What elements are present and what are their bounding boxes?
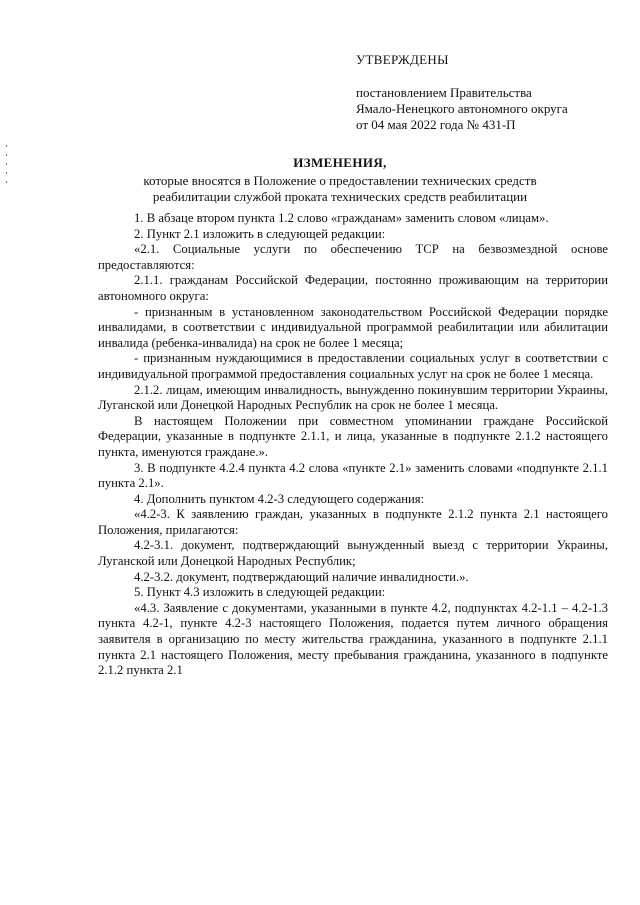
paragraph: «2.1. Социальные услуги по обеспечению ТСР на безвозмездной основе предоставляются: <box>98 242 608 272</box>
paragraph: «4.3. Заявление с документами, указанными в пункте 4.2, подпунктах 4.2-1.1 – 4.2-1.3 пункта 4.2-1, пункте 4.2-3 настоящего Положения, подается путем личного обращения заявителя в организацию по месту жительства гражданина, указанного в подпункте 2.1.1 пункта 2.1 настоящего Положения, месту пребывания гражданина, указанного в подпункте 2.1.2 пункта 2.1 <box>98 600 608 678</box>
approval-line: постановлением Правительства <box>356 85 532 100</box>
approval-title: УТВЕРЖДЕНЫ <box>356 52 449 67</box>
heading-subtitle-line: которые вносятся в Положение о предоставлении технических средств <box>143 173 537 188</box>
paragraph: 3. В подпункте 4.2.4 пункта 4.2 слова «пункте 2.1» заменить словами «подпункте 2.1.1 пункта 2.1». <box>98 460 608 491</box>
approval-lines <box>356 85 568 133</box>
paragraph: 4.2-3.2. документ, подтверждающий наличие инвалидности.». <box>134 569 469 584</box>
approval-block <box>356 52 568 133</box>
approval-line: от 04 мая 2022 года № 431-П <box>356 117 516 132</box>
paragraph: 2.1.1. гражданам Российской Федерации, постоянно проживающим на территории автономного округа: <box>98 273 608 303</box>
paragraph: 4. Дополнить пунктом 4.2-3 следующего содержания: <box>134 491 425 506</box>
heading-subtitle-line: реабилитации службой проката технических средств реабилитации <box>152 189 528 204</box>
document-body <box>98 211 608 679</box>
paragraph: 5. Пункт 4.3 изложить в следующей редакции: <box>134 585 386 600</box>
approval-line: Ямало-Ненецкого автономного округа <box>356 101 568 116</box>
paragraph: 2. Пункт 2.1 изложить в следующей редакции: <box>134 226 386 241</box>
paragraph: В настоящем Положении при совместном упоминании граждане Российской Федерации, указанные в подпункте 2.1.1, и лица, указанные в подпункте 2.1.2 настоящего пункта, именуются граждане.». <box>98 413 608 459</box>
heading-title: ИЗМЕНЕНИЯ, <box>293 155 387 170</box>
paragraph: «4.2-3. К заявлению граждан, указанных в подпункте 2.1.2 пункта 2.1 настоящего Положения, прилагаются: <box>98 507 608 537</box>
heading-subtitle <box>60 173 620 205</box>
paragraph: 2.1.2. лицам, имеющим инвалидность, вынужденно покинувшим территории Украины, Луганской или Донецкой Народных Республик на срок не более 1 месяца. <box>98 382 608 413</box>
paragraph: 4.2-3.1. документ, подтверждающий вынужденный выезд с территории Украины, Луганской или Донецкой Народных Республик; <box>98 538 608 569</box>
paragraph: - признанным нуждающимися в предоставлении социальных услуг в соответствии с индивидуальной программой предоставления социальных услуг на срок не более 1 месяца. <box>98 351 608 381</box>
paragraph: - признанным в установленном законодательством Российской Федерации порядке инвалидами, в соответствии с индивидуальной программой реабилитации или абилитации инвалида (ребенка-инвалида) на срок не более 1 месяца; <box>98 304 608 350</box>
paragraph: 1. В абзаце втором пункта 1.2 слово «гражданам» заменить словом «лицам». <box>134 211 549 225</box>
scan-margin-marks <box>6 145 10 183</box>
document-heading <box>60 155 620 205</box>
